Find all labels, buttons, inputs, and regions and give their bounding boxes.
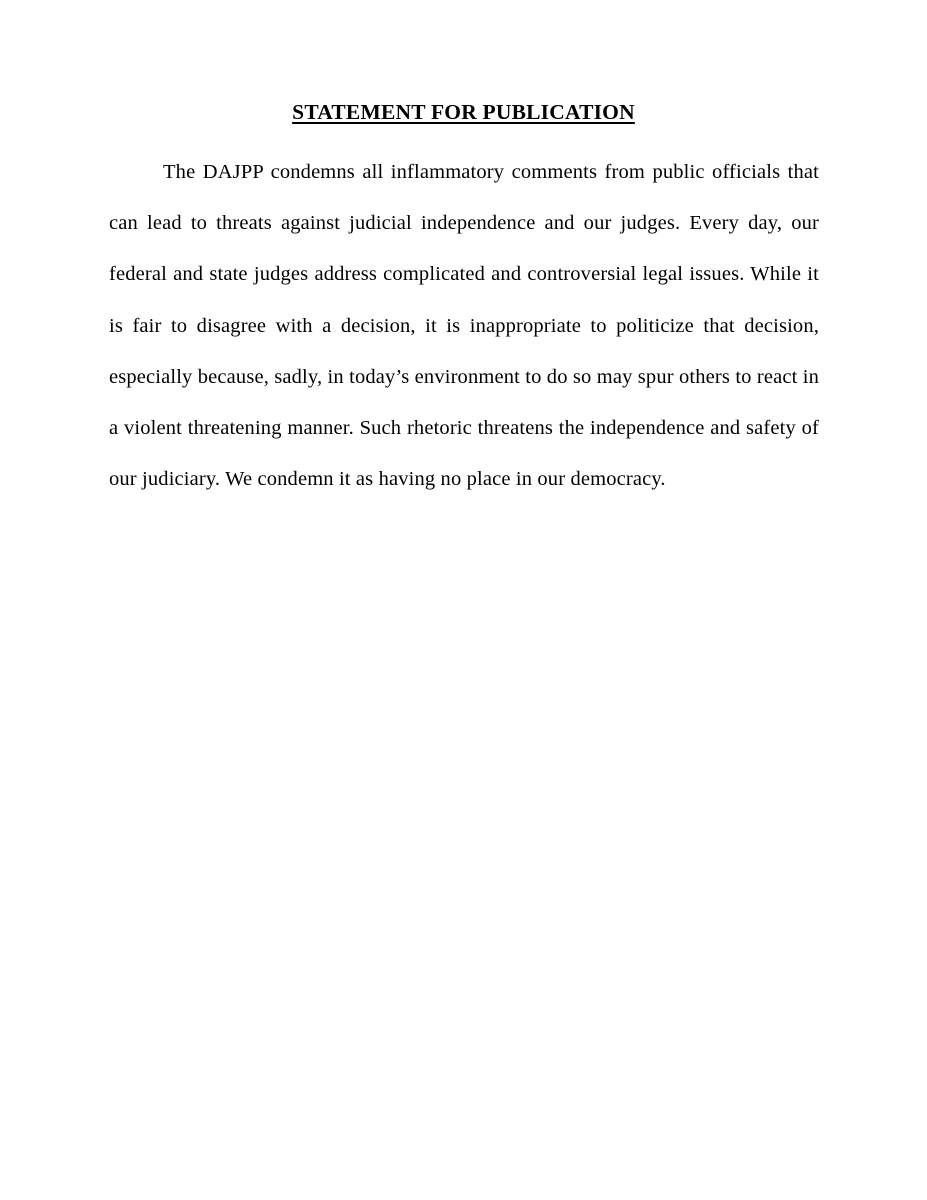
document-title: STATEMENT FOR PUBLICATION [292,100,635,124]
statement-paragraph: The DAJPP condemns all inflammatory comments from public officials that can lead to threats against judicial independence and our judges. Every day, our federal and state judges address complicated and controversial legal issues. While it is fair to disagree with a decision, it is inappropriate to politicize that decision, especially because, sadly, in today’s environment to do so may spur others to react in a violent threatening manner. Such rhetoric threatens the independence and safety of our judiciary. We condemn it as having no place in our democracy. [109,161,819,491]
